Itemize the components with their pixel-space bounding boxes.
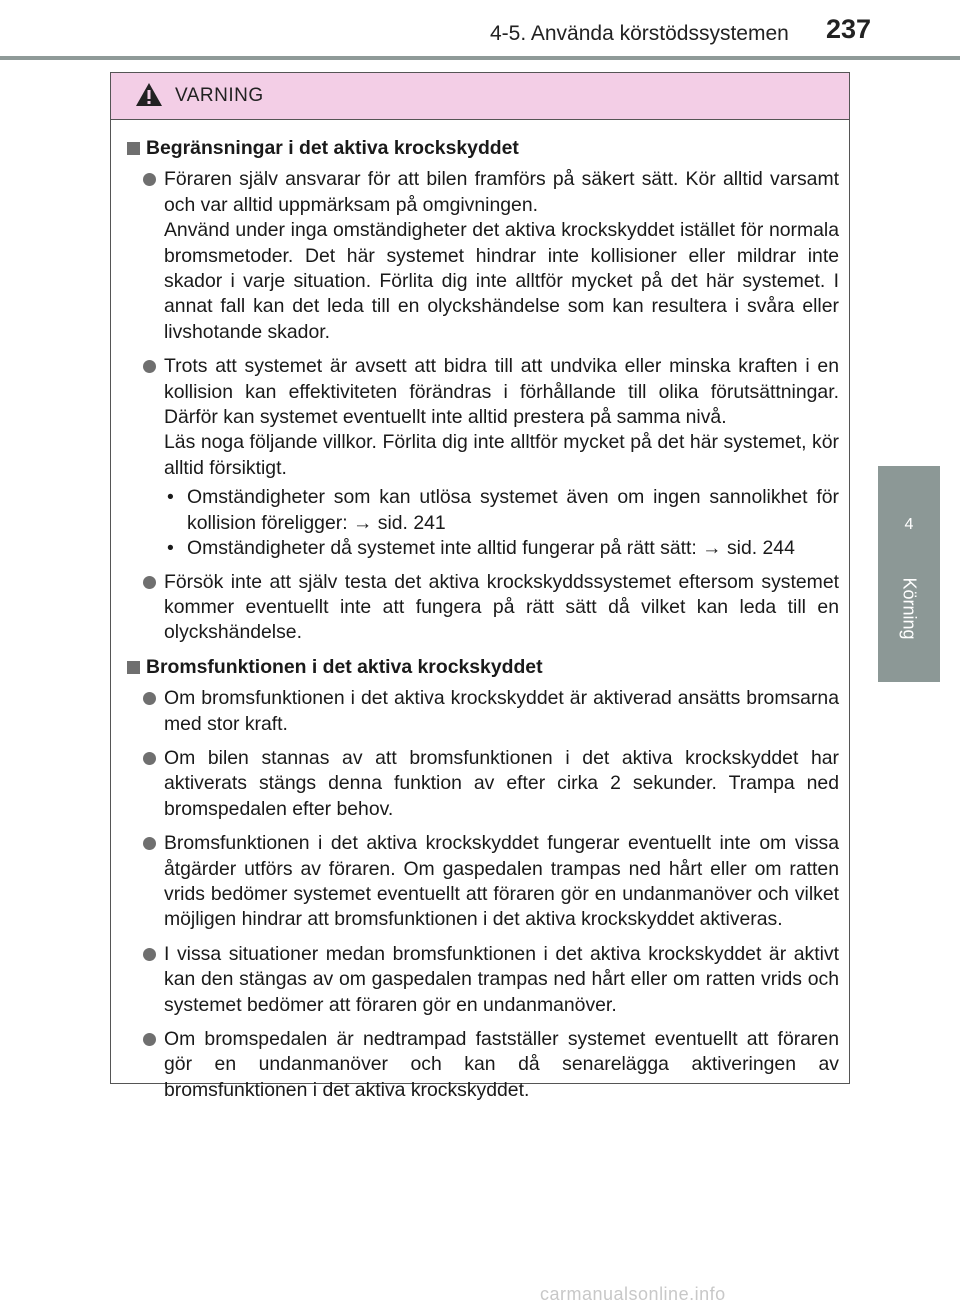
- circle-bullet-icon: [143, 948, 156, 961]
- list-item: [143, 354, 839, 481]
- paragraph: Trots att systemet är avsett att bidra till att undvika eller minska kraften i en kollision kan effektiviteten förändras i förhållande till olika förutsättningar. Därför kan systemet eventuellt inte alltid prestera på samma nivå.: [164, 355, 839, 429]
- warning-body: [111, 120, 849, 1103]
- chapter-number: 4: [904, 516, 914, 533]
- paragraph: Bromsfunktionen i det aktiva krockskyddet fungerar eventuellt inte om vissa åtgärder utförs av föraren. Om gaspedalen trampas ned hårt eller om ratten vrids bedömer systemet eventuellt att föraren gör en undanmanöver och vilket möjligen hindrar att bromsfunktionen i det aktiva krockskyddet aktiveras.: [164, 832, 839, 931]
- circle-bullet-icon: [143, 576, 156, 589]
- section-heading: Bromsfunktionen i det aktiva krockskyddet: [127, 655, 839, 680]
- list-item: [143, 831, 839, 933]
- list-item: [143, 746, 839, 822]
- warning-header: [111, 73, 849, 120]
- paragraph: Om bromsfunktionen i det aktiva krockskyddet är aktiverad ansätts bromsarna med stor kraft.: [164, 687, 839, 735]
- list-item: [143, 167, 839, 345]
- chapter-label: Körning: [899, 577, 920, 640]
- circle-bullet-icon: [143, 752, 156, 765]
- header-divider: [0, 56, 960, 60]
- paragraph: Försök inte att själv testa det aktiva krockskyddssystemet eftersom systemet kommer eventuellt inte att fungera på rätt sätt då vilket kan leda till en olyckshändelse.: [164, 570, 839, 644]
- running-header: 4-5. Använda körstödssystemen: [490, 22, 789, 45]
- watermark: carmanualsonline.info: [540, 1284, 726, 1304]
- circle-bullet-icon: [143, 360, 156, 373]
- warning-triangle-icon: [135, 82, 163, 112]
- list-item: [143, 1027, 839, 1103]
- paragraph: I vissa situationer medan bromsfunktionen i det aktiva krockskyddet är aktivt kan den stängas av om gaspedalen trampas ned hårt eller om ratten vrids och systemet bedömer att föraren gör en undanmanöver.: [164, 942, 839, 1016]
- warning-box: [110, 72, 850, 1101]
- list-item: [143, 942, 839, 1018]
- sub-list-item: • Omständigheter som kan utlösa systemet även om ingen sannolikhet för kollision föreligger: → sid. 241: [167, 486, 839, 534]
- paragraph: Läs noga följande villkor. Förlita dig inte alltför mycket på det här systemet, kör alltid försiktigt.: [164, 431, 839, 479]
- circle-bullet-icon: [143, 1033, 156, 1046]
- sub-list-item: • Omständigheter då systemet inte alltid fungerar på rätt sätt: → sid. 244: [167, 537, 795, 560]
- paragraph: Om bromspedalen är nedtrampad fastställer systemet eventuellt att föraren gör en undanmanöver och kan då senarelägga aktiveringen av bromsfunktionen i det aktiva krockskyddet.: [164, 1028, 839, 1101]
- square-bullet-icon: [127, 142, 140, 155]
- circle-bullet-icon: [143, 837, 156, 850]
- warning-title: VARNING: [175, 85, 264, 106]
- paragraph: Föraren själv ansvarar för att bilen framförs på säkert sätt. Kör alltid varsamt och var alltid uppmärksam på omgivningen.: [164, 168, 839, 216]
- list-item: [143, 686, 839, 737]
- list-item: [143, 570, 839, 646]
- section-heading: Begränsningar i det aktiva krockskyddet: [127, 136, 839, 161]
- square-bullet-icon: [127, 661, 140, 674]
- circle-bullet-icon: [143, 692, 156, 705]
- page-number: 237: [826, 14, 872, 44]
- paragraph: Om bilen stannas av att bromsfunktionen i det aktiva krockskyddet har aktiverats stängs denna funktion av efter cirka 2 sekunder. Trampa ned bromspedalen efter behov.: [164, 746, 839, 820]
- sub-list: [127, 485, 839, 561]
- circle-bullet-icon: [143, 173, 156, 186]
- paragraph: Använd under inga omständigheter det aktiva krockskyddet istället för normala bromsmetoder. Det här systemet hindrar inte kollisioner eller mildrar inte skador i varje situation. Förlita dig inte alltför mycket på det här systemet. I annat fall kan det leda till en olyckshändelse som kan resultera i svåra eller livshotande skador.: [164, 219, 839, 343]
- chapter-tab: [878, 466, 940, 682]
